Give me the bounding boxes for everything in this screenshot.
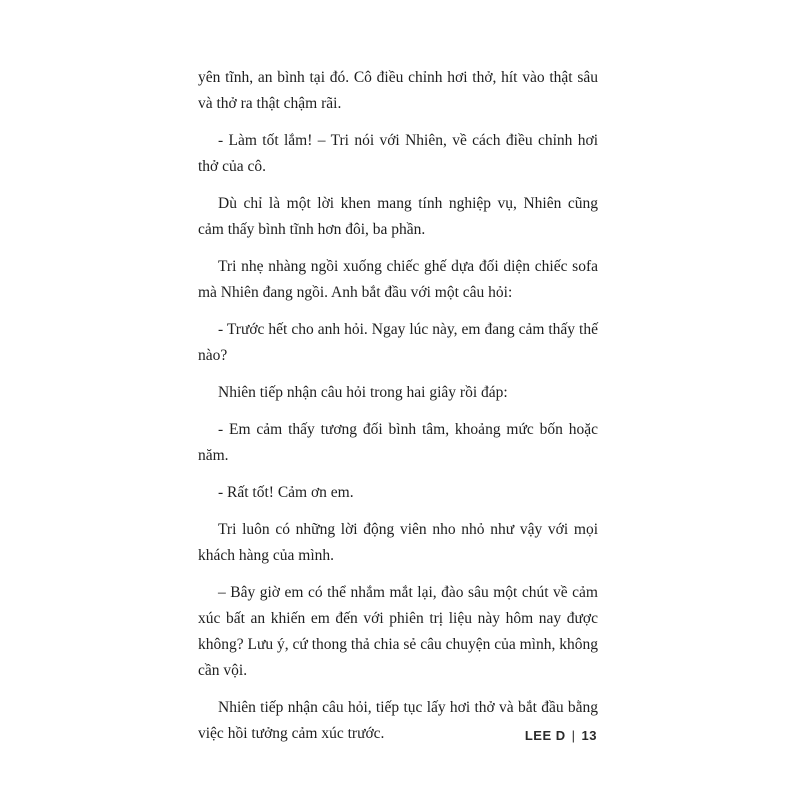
paragraph: - Rất tốt! Cảm ơn em.: [218, 484, 354, 501]
paragraph: Nhiên tiếp nhận câu hỏi, tiếp tục lấy hơi thở và bắt đầu bằng việc hồi tưởng cảm xúc trước.: [198, 699, 598, 742]
body-text: [198, 65, 598, 758]
footer-author: LEE D: [524, 728, 566, 743]
paragraph: – Bây giờ em có thể nhắm mắt lại, đào sâu một chút về cảm xúc bất an khiến em đến với phiên trị liệu này hôm nay được không? Lưu ý, cứ thong thả chia sẻ câu chuyện của mình, không cần vội.: [198, 584, 598, 679]
paragraph: - Em cảm thấy tương đối bình tâm, khoảng mức bốn hoặc năm.: [198, 421, 598, 464]
paragraph: Tri luôn có những lời động viên nho nhỏ như vậy với mọi khách hàng của mình.: [198, 521, 598, 564]
paragraph: - Làm tốt lắm! – Tri nói với Nhiên, về cách điều chỉnh hơi thở của cô.: [198, 132, 598, 175]
footer-separator: |: [571, 728, 576, 743]
paragraph: Nhiên tiếp nhận câu hỏi trong hai giây rồi đáp:: [218, 384, 508, 401]
paragraph: Tri nhẹ nhàng ngồi xuống chiếc ghế dựa đối diện chiếc sofa mà Nhiên đang ngồi. Anh bắt đầu với một câu hỏi:: [198, 258, 598, 301]
paragraph: - Trước hết cho anh hỏi. Ngay lúc này, em đang cảm thấy thế nào?: [198, 321, 598, 364]
paragraph: Dù chỉ là một lời khen mang tính nghiệp vụ, Nhiên cũng cảm thấy bình tĩnh hơn đôi, ba phần.: [198, 195, 598, 238]
page-number: 13: [581, 728, 597, 743]
page-footer: [525, 728, 597, 743]
paragraph: yên tĩnh, an bình tại đó. Cô điều chỉnh hơi thở, hít vào thật sâu và thở ra thật chậm rãi.: [198, 69, 598, 112]
